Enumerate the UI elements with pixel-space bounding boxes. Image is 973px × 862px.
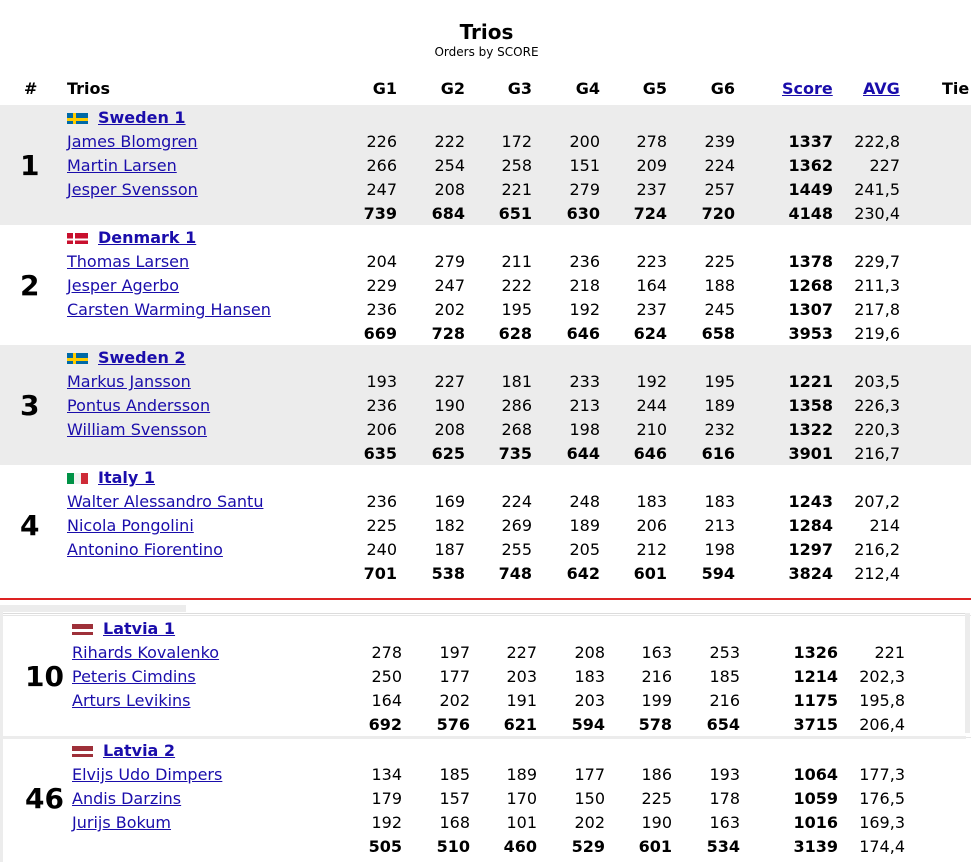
game-score: 257 bbox=[704, 180, 735, 199]
team-group bbox=[0, 345, 971, 465]
team-game-total: 654 bbox=[706, 715, 740, 734]
game-score: 188 bbox=[704, 276, 735, 295]
team-rank: 2 bbox=[20, 269, 40, 302]
player-row bbox=[72, 787, 181, 811]
team-game-total: 644 bbox=[566, 444, 600, 463]
player-name-link[interactable]: James Blomgren bbox=[67, 132, 198, 151]
team-total-score: 3139 bbox=[793, 837, 838, 856]
player-row bbox=[67, 130, 198, 154]
team-name-row bbox=[98, 466, 155, 490]
game-score: 225 bbox=[704, 252, 735, 271]
game-score: 198 bbox=[704, 540, 735, 559]
game-score: 193 bbox=[366, 372, 397, 391]
player-name-link[interactable]: Jesper Svensson bbox=[67, 180, 198, 199]
team-game-total: 538 bbox=[431, 564, 465, 583]
team-game-total: 534 bbox=[706, 837, 740, 856]
game-score: 224 bbox=[704, 156, 735, 175]
game-score: 199 bbox=[641, 691, 672, 710]
game-score: 172 bbox=[501, 132, 532, 151]
game-score: 254 bbox=[434, 156, 465, 175]
team-total-score: 3715 bbox=[793, 715, 838, 734]
game-score: 190 bbox=[641, 813, 672, 832]
game-score: 183 bbox=[704, 492, 735, 511]
g1-column-header: G1 bbox=[372, 79, 397, 98]
player-average: 216,2 bbox=[854, 540, 900, 559]
team-group bbox=[0, 465, 971, 585]
game-score: 192 bbox=[569, 300, 600, 319]
player-name-link[interactable]: Nicola Pongolini bbox=[67, 516, 194, 535]
game-score: 191 bbox=[506, 691, 537, 710]
player-name-link[interactable]: Markus Jansson bbox=[67, 372, 191, 391]
game-score: 250 bbox=[371, 667, 402, 686]
game-score: 177 bbox=[439, 667, 470, 686]
team-rank: 4 bbox=[20, 509, 40, 542]
game-score: 232 bbox=[704, 420, 735, 439]
team-name-row bbox=[103, 739, 175, 763]
g2-column-header: G2 bbox=[440, 79, 465, 98]
player-row bbox=[72, 641, 219, 665]
player-average: 214 bbox=[869, 516, 900, 535]
team-game-total: 621 bbox=[503, 715, 537, 734]
game-score: 181 bbox=[501, 372, 532, 391]
player-row bbox=[72, 665, 196, 689]
game-score: 226 bbox=[366, 132, 397, 151]
game-score: 169 bbox=[434, 492, 465, 511]
game-score: 247 bbox=[434, 276, 465, 295]
player-total-score: 1064 bbox=[793, 765, 838, 784]
team-game-total: 735 bbox=[498, 444, 532, 463]
player-row bbox=[67, 394, 210, 418]
player-average: 217,8 bbox=[854, 300, 900, 319]
player-total-score: 1175 bbox=[793, 691, 838, 710]
team-average: 206,4 bbox=[859, 715, 905, 734]
team-game-total: 628 bbox=[498, 324, 532, 343]
team-game-total: 505 bbox=[368, 837, 402, 856]
avg-sort-link[interactable]: AVG bbox=[863, 79, 900, 98]
game-score: 189 bbox=[506, 765, 537, 784]
team-name-row bbox=[103, 617, 175, 641]
player-row bbox=[67, 178, 198, 202]
player-row bbox=[67, 370, 191, 394]
player-row bbox=[67, 298, 271, 322]
team-name-row bbox=[98, 226, 196, 250]
player-average: 207,2 bbox=[854, 492, 900, 511]
team-game-total: 594 bbox=[701, 564, 735, 583]
game-score: 164 bbox=[371, 691, 402, 710]
game-score: 236 bbox=[366, 300, 397, 319]
game-score: 208 bbox=[434, 180, 465, 199]
g4-column-header: G4 bbox=[575, 79, 600, 98]
player-total-score: 1297 bbox=[788, 540, 833, 559]
game-score: 248 bbox=[569, 492, 600, 511]
player-name-link[interactable]: Jurijs Bokum bbox=[72, 813, 172, 832]
game-score: 216 bbox=[709, 691, 740, 710]
game-score: 278 bbox=[636, 132, 667, 151]
team-game-total: 624 bbox=[633, 324, 667, 343]
player-average: 229,7 bbox=[854, 252, 900, 271]
game-score: 236 bbox=[366, 396, 397, 415]
player-name-link[interactable]: Jesper Agerbo bbox=[67, 276, 180, 295]
team-average: 219,6 bbox=[854, 324, 900, 343]
score-sort-link[interactable]: Score bbox=[782, 79, 833, 98]
section-separator bbox=[0, 598, 971, 600]
game-score: 168 bbox=[439, 813, 470, 832]
game-score: 212 bbox=[636, 540, 667, 559]
flag-latvia-icon bbox=[72, 622, 93, 635]
game-score: 190 bbox=[434, 396, 465, 415]
game-score: 286 bbox=[501, 396, 532, 415]
player-name-link[interactable]: Pontus Andersson bbox=[67, 396, 211, 415]
team-rank: 10 bbox=[25, 660, 64, 693]
game-score: 278 bbox=[371, 643, 402, 662]
team-game-total: 578 bbox=[638, 715, 672, 734]
player-row bbox=[67, 418, 207, 442]
team-average: 216,7 bbox=[854, 444, 900, 463]
team-group bbox=[0, 105, 971, 225]
player-name-link[interactable]: Thomas Larsen bbox=[67, 252, 190, 271]
game-score: 213 bbox=[704, 516, 735, 535]
player-average: 241,5 bbox=[854, 180, 900, 199]
player-total-score: 1378 bbox=[788, 252, 833, 271]
team-game-total: 724 bbox=[633, 204, 667, 223]
game-score: 157 bbox=[439, 789, 470, 808]
game-score: 202 bbox=[434, 300, 465, 319]
player-average: 220,3 bbox=[854, 420, 900, 439]
team-name-link[interactable]: Denmark 1 bbox=[98, 228, 197, 247]
player-total-score: 1322 bbox=[788, 420, 833, 439]
game-score: 187 bbox=[434, 540, 465, 559]
player-average: 195,8 bbox=[859, 691, 905, 710]
player-average: 202,3 bbox=[859, 667, 905, 686]
team-total-score: 4148 bbox=[788, 204, 833, 223]
player-average: 226,3 bbox=[854, 396, 900, 415]
player-average: 169,3 bbox=[859, 813, 905, 832]
game-score: 134 bbox=[371, 765, 402, 784]
team-game-total: 635 bbox=[363, 444, 397, 463]
team-game-total: 739 bbox=[363, 204, 397, 223]
game-score: 189 bbox=[704, 396, 735, 415]
player-total-score: 1337 bbox=[788, 132, 833, 151]
team-game-total: 651 bbox=[498, 204, 532, 223]
game-score: 195 bbox=[501, 300, 532, 319]
player-name-link[interactable]: Arturs Levikins bbox=[72, 691, 191, 710]
game-score: 237 bbox=[636, 300, 667, 319]
team-name-link[interactable]: Sweden 1 bbox=[98, 108, 186, 127]
player-average: 227 bbox=[869, 156, 900, 175]
game-score: 204 bbox=[366, 252, 397, 271]
game-score: 185 bbox=[709, 667, 740, 686]
team-group bbox=[0, 225, 971, 345]
team-name-link[interactable]: Sweden 2 bbox=[98, 348, 186, 367]
game-score: 183 bbox=[574, 667, 605, 686]
player-average: 176,5 bbox=[859, 789, 905, 808]
player-total-score: 1221 bbox=[788, 372, 833, 391]
team-game-total: 616 bbox=[701, 444, 735, 463]
game-score: 237 bbox=[636, 180, 667, 199]
team-group bbox=[0, 737, 971, 857]
game-score: 206 bbox=[366, 420, 397, 439]
tie-column-header: Tie bbox=[942, 79, 970, 98]
frame-decoration bbox=[0, 605, 186, 612]
player-total-score: 1358 bbox=[788, 396, 833, 415]
team-game-total: 728 bbox=[431, 324, 465, 343]
player-total-score: 1284 bbox=[788, 516, 833, 535]
team-game-total: 460 bbox=[503, 837, 537, 856]
team-name-link[interactable]: Italy 1 bbox=[98, 468, 156, 487]
team-game-total: 658 bbox=[701, 324, 735, 343]
player-name-link[interactable]: Antonino Fiorentino bbox=[67, 540, 223, 559]
player-row bbox=[67, 490, 263, 514]
game-score: 177 bbox=[574, 765, 605, 784]
player-row bbox=[72, 763, 222, 787]
game-score: 205 bbox=[569, 540, 600, 559]
player-name-link[interactable]: Peteris Cimdins bbox=[72, 667, 196, 686]
team-game-total: 684 bbox=[431, 204, 465, 223]
page-subtitle: Orders by SCORE bbox=[434, 45, 539, 59]
frame-decoration bbox=[2, 613, 968, 614]
game-score: 150 bbox=[574, 789, 605, 808]
game-score: 202 bbox=[574, 813, 605, 832]
team-game-total: 748 bbox=[498, 564, 532, 583]
player-average: 203,5 bbox=[854, 372, 900, 391]
game-score: 197 bbox=[439, 643, 470, 662]
player-name-link[interactable]: Martin Larsen bbox=[67, 156, 177, 175]
game-score: 198 bbox=[569, 420, 600, 439]
game-score: 183 bbox=[636, 492, 667, 511]
game-score: 239 bbox=[704, 132, 735, 151]
game-score: 151 bbox=[569, 156, 600, 175]
team-game-total: 594 bbox=[571, 715, 605, 734]
game-score: 164 bbox=[636, 276, 667, 295]
game-score: 206 bbox=[636, 516, 667, 535]
player-total-score: 1307 bbox=[788, 300, 833, 319]
game-score: 216 bbox=[641, 667, 672, 686]
player-row bbox=[67, 274, 179, 298]
game-score: 192 bbox=[371, 813, 402, 832]
game-score: 193 bbox=[709, 765, 740, 784]
team-game-total: 529 bbox=[571, 837, 605, 856]
team-average: 230,4 bbox=[854, 204, 900, 223]
player-name-link[interactable]: Andis Darzins bbox=[72, 789, 182, 808]
player-row bbox=[72, 811, 171, 835]
player-average: 221 bbox=[874, 643, 905, 662]
team-rank: 1 bbox=[20, 149, 40, 182]
game-score: 195 bbox=[704, 372, 735, 391]
team-game-total: 576 bbox=[436, 715, 470, 734]
player-row bbox=[72, 689, 191, 713]
game-score: 258 bbox=[501, 156, 532, 175]
player-total-score: 1059 bbox=[793, 789, 838, 808]
game-score: 268 bbox=[501, 420, 532, 439]
team-name-row bbox=[98, 346, 186, 370]
team-name-row bbox=[98, 106, 186, 130]
player-total-score: 1016 bbox=[793, 813, 838, 832]
player-total-score: 1326 bbox=[793, 643, 838, 662]
team-rank: 3 bbox=[20, 389, 40, 422]
team-name-link[interactable]: Latvia 1 bbox=[103, 619, 176, 638]
rank-column-header: # bbox=[24, 79, 38, 98]
game-score: 192 bbox=[636, 372, 667, 391]
game-score: 209 bbox=[636, 156, 667, 175]
player-total-score: 1362 bbox=[788, 156, 833, 175]
team-game-total: 601 bbox=[633, 564, 667, 583]
game-score: 225 bbox=[641, 789, 672, 808]
team-game-total: 601 bbox=[638, 837, 672, 856]
g3-column-header: G3 bbox=[507, 79, 532, 98]
flag-denmark-icon bbox=[67, 231, 88, 244]
team-game-total: 630 bbox=[566, 204, 600, 223]
game-score: 203 bbox=[574, 691, 605, 710]
player-average: 211,3 bbox=[854, 276, 900, 295]
game-score: 163 bbox=[709, 813, 740, 832]
game-score: 189 bbox=[569, 516, 600, 535]
g6-column-header: G6 bbox=[710, 79, 735, 98]
flag-sweden-icon bbox=[67, 111, 88, 124]
team-group bbox=[0, 615, 971, 735]
game-score: 202 bbox=[439, 691, 470, 710]
team-game-total: 625 bbox=[431, 444, 465, 463]
game-score: 236 bbox=[569, 252, 600, 271]
player-total-score: 1243 bbox=[788, 492, 833, 511]
game-score: 279 bbox=[569, 180, 600, 199]
frame-decoration bbox=[0, 736, 966, 739]
game-score: 245 bbox=[704, 300, 735, 319]
game-score: 221 bbox=[501, 180, 532, 199]
game-score: 185 bbox=[439, 765, 470, 784]
player-name-link[interactable]: Elvijs Udo Dimpers bbox=[72, 765, 223, 784]
game-score: 233 bbox=[569, 372, 600, 391]
g5-column-header: G5 bbox=[642, 79, 667, 98]
team-game-total: 510 bbox=[436, 837, 470, 856]
game-score: 269 bbox=[501, 516, 532, 535]
game-score: 211 bbox=[501, 252, 532, 271]
flag-italy-icon bbox=[67, 471, 88, 484]
game-score: 225 bbox=[366, 516, 397, 535]
game-score: 222 bbox=[434, 132, 465, 151]
frame-decoration bbox=[965, 613, 970, 733]
player-average: 222,8 bbox=[854, 132, 900, 151]
team-average: 174,4 bbox=[859, 837, 905, 856]
player-name-link[interactable]: Rihards Kovalenko bbox=[72, 643, 220, 662]
game-score: 203 bbox=[506, 667, 537, 686]
player-row bbox=[67, 514, 194, 538]
team-rank: 46 bbox=[25, 782, 64, 815]
player-name-link[interactable]: William Svensson bbox=[67, 420, 207, 439]
game-score: 200 bbox=[569, 132, 600, 151]
game-score: 247 bbox=[366, 180, 397, 199]
game-score: 208 bbox=[574, 643, 605, 662]
player-name-link[interactable]: Carsten Warming Hansen bbox=[67, 300, 271, 319]
player-average: 177,3 bbox=[859, 765, 905, 784]
game-score: 163 bbox=[641, 643, 672, 662]
game-score: 213 bbox=[569, 396, 600, 415]
team-game-total: 646 bbox=[633, 444, 667, 463]
game-score: 101 bbox=[506, 813, 537, 832]
game-score: 186 bbox=[641, 765, 672, 784]
player-total-score: 1268 bbox=[788, 276, 833, 295]
game-score: 227 bbox=[506, 643, 537, 662]
game-score: 227 bbox=[434, 372, 465, 391]
player-row bbox=[67, 154, 177, 178]
game-score: 236 bbox=[366, 492, 397, 511]
game-score: 170 bbox=[506, 789, 537, 808]
game-score: 208 bbox=[434, 420, 465, 439]
team-total-score: 3953 bbox=[788, 324, 833, 343]
player-name-link[interactable]: Walter Alessandro Santu bbox=[67, 492, 264, 511]
player-total-score: 1214 bbox=[793, 667, 838, 686]
team-average: 212,4 bbox=[854, 564, 900, 583]
game-score: 218 bbox=[569, 276, 600, 295]
game-score: 266 bbox=[366, 156, 397, 175]
game-score: 255 bbox=[501, 540, 532, 559]
game-score: 223 bbox=[636, 252, 667, 271]
player-row bbox=[67, 538, 223, 562]
game-score: 210 bbox=[636, 420, 667, 439]
game-score: 240 bbox=[366, 540, 397, 559]
team-game-total: 701 bbox=[363, 564, 397, 583]
page-title: Trios bbox=[459, 20, 514, 44]
flag-sweden-icon bbox=[67, 351, 88, 364]
game-score: 229 bbox=[366, 276, 397, 295]
player-row bbox=[67, 250, 189, 274]
game-score: 244 bbox=[636, 396, 667, 415]
team-total-score: 3824 bbox=[788, 564, 833, 583]
game-score: 224 bbox=[501, 492, 532, 511]
game-score: 182 bbox=[434, 516, 465, 535]
team-game-total: 646 bbox=[566, 324, 600, 343]
player-total-score: 1449 bbox=[788, 180, 833, 199]
team-total-score: 3901 bbox=[788, 444, 833, 463]
game-score: 253 bbox=[709, 643, 740, 662]
team-name-link[interactable]: Latvia 2 bbox=[103, 741, 176, 760]
game-score: 179 bbox=[371, 789, 402, 808]
trios-column-header: Trios bbox=[67, 79, 111, 98]
game-score: 222 bbox=[501, 276, 532, 295]
team-game-total: 669 bbox=[363, 324, 397, 343]
game-score: 279 bbox=[434, 252, 465, 271]
team-game-total: 720 bbox=[701, 204, 735, 223]
team-game-total: 642 bbox=[566, 564, 600, 583]
game-score: 178 bbox=[709, 789, 740, 808]
team-game-total: 692 bbox=[368, 715, 402, 734]
flag-latvia-icon bbox=[72, 744, 93, 757]
